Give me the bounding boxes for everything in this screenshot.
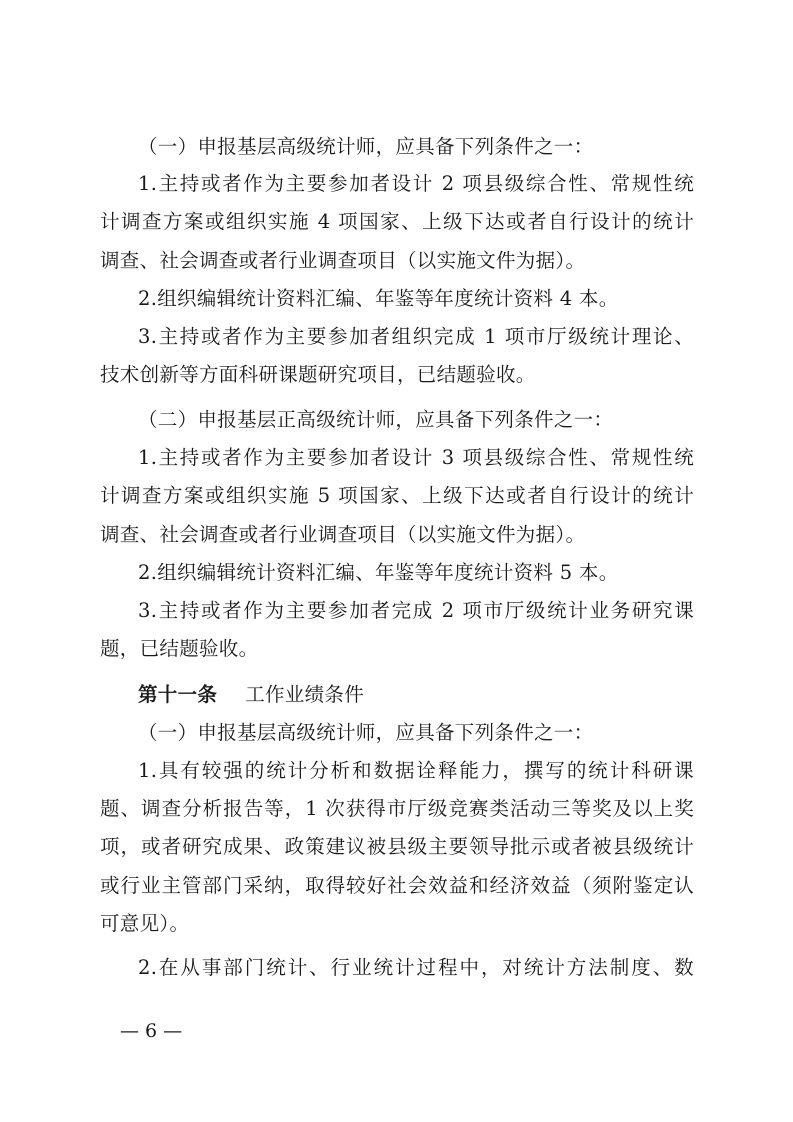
text-line: 项，或者研究成果、政策建议被县级主要领导批示或者被县级统计	[100, 835, 694, 858]
text-line: 3.主持或者作为主要参加者组织完成 1 项市厅级统计理论、	[138, 325, 694, 348]
text-line: （一）申报基层高级统计师，应具备下列条件之一：	[138, 135, 594, 158]
text-line: 2.组织编辑统计资料汇编、年鉴等年度统计资料 4 本。	[138, 287, 619, 310]
text-line: 计调查方案或组织实施 4 项国家、上级下达或者自行设计的统计	[100, 210, 694, 233]
text-line: 题，已结题验收。	[100, 637, 259, 660]
text-line: （一）申报基层高级统计师，应具备下列条件之一：	[138, 721, 594, 744]
text-line: 题、调查分析报告等，1 次获得市厅级竞赛类活动三等奖及以上奖	[100, 797, 694, 820]
text-line: 2.组织编辑统计资料汇编、年鉴等年度统计资料 5 本。	[138, 561, 619, 584]
text-line: 调查、社会调查或者行业调查项目（以实施文件为据）。	[100, 523, 586, 546]
article-title: 工作业绩条件	[245, 683, 365, 706]
text-line: 1.主持或者作为主要参加者设计 3 项县级综合性、常规性统	[138, 446, 694, 469]
section-heading	[138, 679, 694, 711]
text-line: 1.主持或者作为主要参加者设计 2 项县级综合性、常规性统	[138, 172, 694, 195]
text-line: 调查、社会调查或者行业调查项目（以实施文件为据）。	[100, 249, 586, 272]
text-line: 技术创新等方面科研课题研究项目，已结题验收。	[100, 363, 536, 386]
text-line: 2.在从事部门统计、行业统计过程中，对统计方法制度、数	[138, 956, 694, 979]
text-line: 3.主持或者作为主要参加者完成 2 项市厅级统计业务研究课	[138, 599, 694, 622]
text-line: 可意见）。	[100, 912, 190, 935]
text-line: 计调查方案或组织实施 5 项国家、上级下达或者自行设计的统计	[100, 484, 694, 507]
text-line: 1.具有较强的统计分析和数据诠释能力，撰写的统计科研课	[138, 759, 694, 782]
text-line: 或行业主管部门采纳，取得较好社会效益和经济效益（须附鉴定认	[100, 874, 694, 897]
article-number: 第十一条	[138, 683, 218, 706]
text-line: （二）申报基层正高级统计师，应具备下列条件之一：	[138, 408, 614, 431]
page-number: — 6 —	[120, 1020, 183, 1042]
